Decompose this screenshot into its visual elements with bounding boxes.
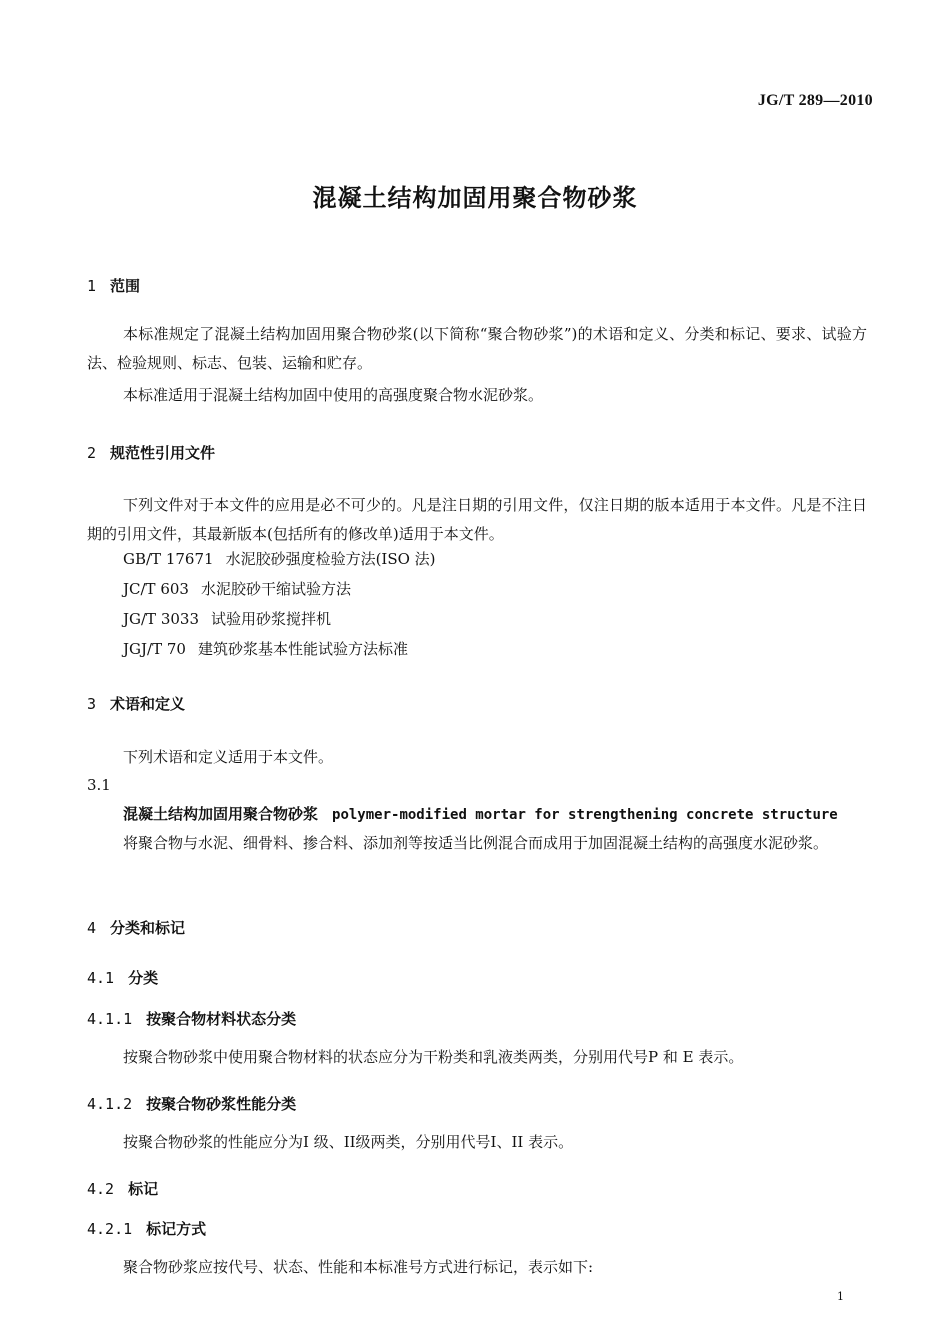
- section-title: 术语和定义: [110, 695, 186, 713]
- section-number: 4.2.1: [87, 1220, 133, 1238]
- term-entry: [87, 803, 903, 824]
- section-number: 1: [87, 277, 97, 295]
- document-title: 混凝土结构加固用聚合物砂浆: [312, 184, 638, 212]
- term-english: polymer-modified mortar for strengthening concrete structure: [332, 807, 838, 823]
- reference-item: [87, 608, 903, 629]
- section-2-heading: [87, 442, 867, 463]
- standard-code: JG/T 289—2010: [757, 92, 873, 109]
- reference-code: GB/T 17671: [123, 550, 214, 568]
- subsection-4-1-2-heading: [87, 1093, 867, 1114]
- reference-name: 水泥胶砂干缩试验方法: [200, 580, 351, 598]
- subsection-4-2-1-paragraph: 聚合物砂浆应按代号、状态、性能和本标准号方式进行标记，表示如下:: [123, 1258, 594, 1276]
- reference-name: 建筑砂浆基本性能试验方法标准: [197, 640, 408, 658]
- section-number: 3: [87, 695, 97, 713]
- reference-name: 水泥胶砂强度检验方法(ISO 法): [225, 550, 436, 568]
- section-number: 4: [87, 919, 97, 937]
- subsection-4-1-heading: [87, 967, 867, 988]
- subsection-4-2-1-heading: [87, 1218, 867, 1239]
- section-title: 按聚合物材料状态分类: [146, 1010, 297, 1028]
- term-chinese: 混凝土结构加固用聚合物砂浆: [123, 805, 319, 823]
- section-number: 4.1.1: [87, 1010, 133, 1028]
- reference-item: [87, 548, 903, 569]
- section-1-paragraph-1: 本标准规定了混凝土结构加固用聚合物砂浆(以下简称“聚合物砂浆”)的术语和定义、分类和标记、要求、试验方法、检验规则、标志、包装、运输和贮存。: [87, 325, 867, 372]
- section-1-paragraph-2: 本标准适用于混凝土结构加固中使用的高强度聚合物水泥砂浆。: [123, 386, 544, 404]
- section-4-heading: [87, 917, 867, 938]
- section-3-heading: [87, 693, 867, 714]
- page-number: 1: [837, 1290, 844, 1303]
- section-number: 4.1: [87, 969, 115, 987]
- reference-code: JGJ/T 70: [123, 640, 186, 658]
- term-definition: 将聚合物与水泥、细骨料、掺合料、添加剂等按适当比例混合而成用于加固混凝土结构的高强度水泥砂浆。: [123, 834, 829, 852]
- section-3-paragraph-1: 下列术语和定义适用于本文件。: [123, 748, 334, 766]
- section-number: 4.2: [87, 1180, 115, 1198]
- section-number: 4.1.2: [87, 1095, 133, 1113]
- reference-code: JC/T 603: [123, 580, 189, 598]
- section-title: 分类和标记: [110, 919, 186, 937]
- subsection-4-1-2-paragraph: 按聚合物砂浆的性能应分为I 级、II级两类，分别用代号I、II 表示。: [123, 1133, 574, 1151]
- section-title: 标记: [128, 1180, 159, 1198]
- reference-code: JG/T 3033: [123, 610, 199, 628]
- reference-item: [87, 578, 903, 599]
- section-number: 2: [87, 444, 97, 462]
- section-title: 分类: [128, 969, 159, 987]
- section-title: 范围: [110, 277, 141, 295]
- section-title: 按聚合物砂浆性能分类: [146, 1095, 297, 1113]
- reference-item: [87, 638, 903, 659]
- reference-name: 试验用砂浆搅拌机: [211, 610, 332, 628]
- subsection-4-1-1-paragraph: 按聚合物砂浆中使用聚合物材料的状态应分为干粉类和乳液类两类，分别用代号P 和 E 表示。: [123, 1048, 744, 1066]
- section-1-heading: [87, 275, 867, 296]
- section-title: 规范性引用文件: [110, 444, 216, 462]
- term-number: 3.1: [87, 776, 111, 794]
- section-2-paragraph-1: 下列文件对于本文件的应用是必不可少的。凡是注日期的引用文件，仅注日期的版本适用于本文件。凡是不注日期的引用文件，其最新版本(包括所有的修改单)适用于本文件。: [87, 496, 867, 543]
- subsection-4-2-heading: [87, 1178, 867, 1199]
- section-title: 标记方式: [146, 1220, 207, 1238]
- subsection-4-1-1-heading: [87, 1008, 867, 1029]
